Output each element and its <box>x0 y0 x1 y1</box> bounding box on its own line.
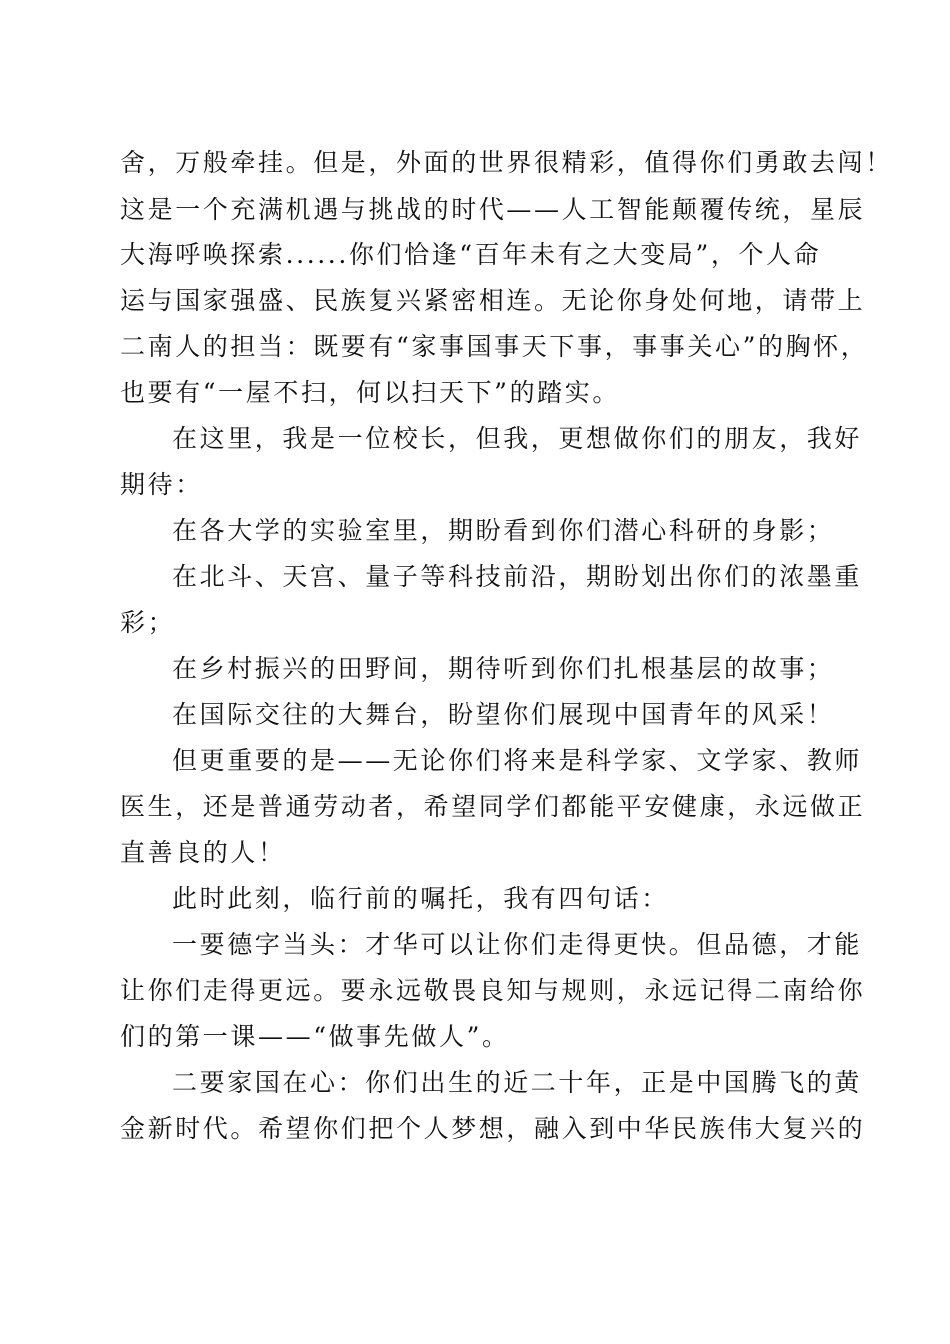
paragraph-first-line: 二要家国在心：你们出生的近二十年，正是中国腾飞的黄 <box>172 1068 863 1097</box>
text-line: 也要有“一屋不扫，何以扫天下”的踏实。 <box>120 378 620 407</box>
text-line: 期待： <box>120 470 203 499</box>
text-line: 运与国家强盛、民族复兴紧密相连。无论你身处何地，请带上 <box>120 286 866 315</box>
text-line: 直善良的人！ <box>120 838 286 867</box>
paragraph-first-line: 在北斗、天宫、量子等科技前沿，期盼划出你们的浓墨重 <box>172 562 863 591</box>
text-line: 让你们走得更远。要永远敬畏良知与规则，永远记得二南给你 <box>120 976 866 1005</box>
text-line: 这是一个充满机遇与挑战的时代——人工智能颠覆传统，星辰 <box>120 195 866 224</box>
text-line: 医生，还是普通劳动者，希望同学们都能平安健康，永远做正 <box>120 792 866 821</box>
paragraph-first-line: 一要德字当头：才华可以让你们走得更快。但品德，才能 <box>172 930 863 959</box>
text-line: 二南人的担当：既要有“家事国事天下事，事事关心”的胸怀， <box>120 332 869 361</box>
paragraph-first-line: 但更重要的是——无论你们将来是科学家、文学家、教师 <box>172 746 863 775</box>
paragraph-first-line: 此时此刻，临行前的嘱托，我有四句话： <box>172 884 669 913</box>
paragraph-first-line: 在乡村振兴的田野间，期待听到你们扎根基层的故事； <box>172 654 835 683</box>
paragraph-first-line: 在国际交往的大舞台，盼望你们展现中国青年的风采！ <box>172 700 835 729</box>
text-line: 大海呼唤探索......你们恰逢“百年未有之大变局”，个人命 <box>120 240 822 269</box>
text-line: 们的第一课——“做事先做人”。 <box>120 1022 510 1051</box>
paragraph-first-line: 在这里，我是一位校长，但我，更想做你们的朋友，我好 <box>172 424 863 453</box>
text-line: 金新时代。希望你们把个人梦想，融入到中华民族伟大复兴的 <box>120 1114 866 1143</box>
paragraph-first-line: 在各大学的实验室里，期盼看到你们潜心科研的身影； <box>172 516 835 545</box>
text-line: 舍，万般牵挂。但是，外面的世界很精彩，值得你们勇敢去闯！ <box>120 148 893 177</box>
text-line: 彩； <box>120 608 176 637</box>
